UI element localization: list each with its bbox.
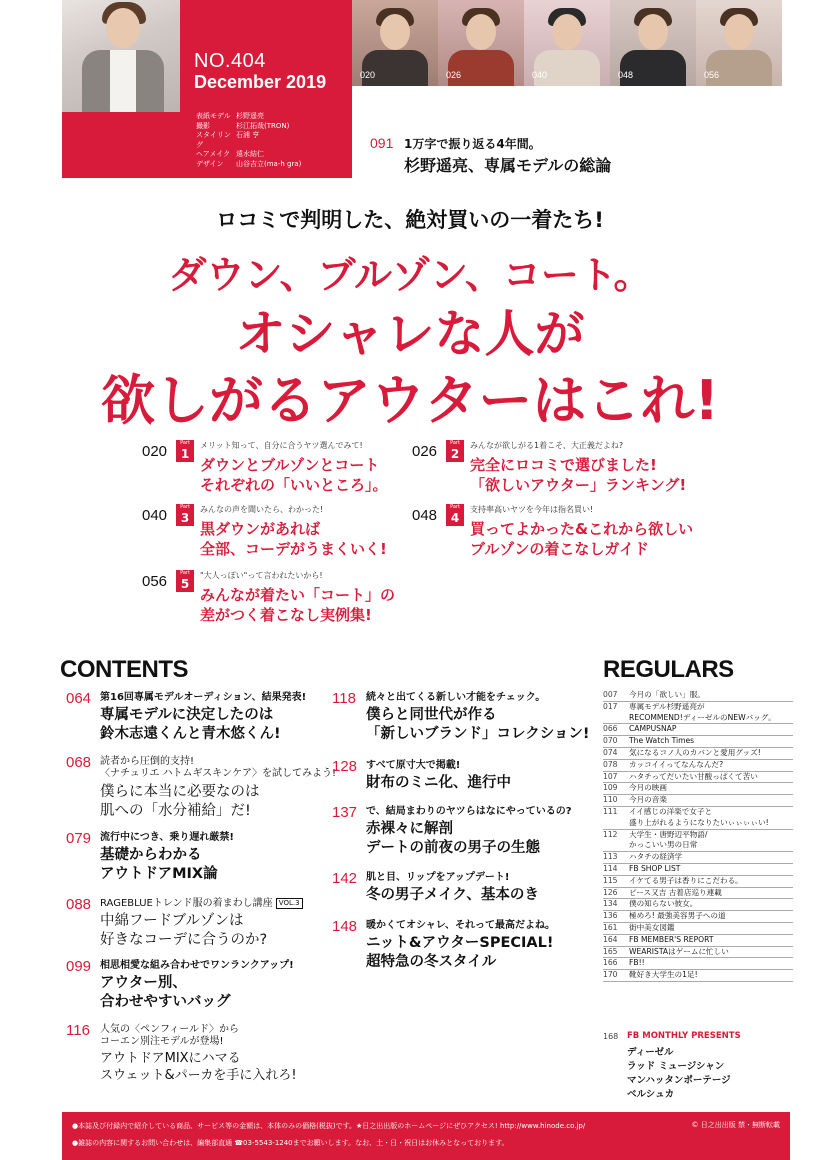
headline-line-3: 欲しがるアウターはこれ!	[100, 369, 720, 432]
regular-item[interactable]: 111 イイ感じの洋楽で女子と	[603, 806, 713, 816]
page-number: 148	[332, 918, 358, 935]
entry-title: 僕らと同世代が作る	[366, 707, 497, 723]
regular-item[interactable]: 114 FB SHOP LIST	[603, 864, 793, 876]
entry-subtitle: 〈ナチュリエ ハトムギスキンケア〉を試してみよう!	[100, 768, 336, 779]
entry-title: 合わせやすいバッグ	[100, 994, 231, 1010]
part-badge: Part 1	[176, 440, 194, 462]
regulars-heading: REGULARS	[603, 656, 734, 683]
regular-item[interactable]: かっこいい男の日常	[603, 840, 793, 852]
regulars-list	[603, 690, 793, 982]
part-subtitle: メリット知って、自分に合うヤツ選んでみて!	[200, 441, 363, 450]
entry-title: スウェット&パーカを手に入れろ!	[100, 1068, 297, 1083]
part-thumbnail-strip	[352, 0, 782, 86]
regular-item[interactable]: 110 今月の音楽	[603, 795, 793, 807]
regular-item[interactable]: 112 大学生・唐野辺平物語/	[603, 829, 708, 839]
entry-title: 基礎からわかる	[100, 847, 202, 863]
thumbnail-page: 056	[704, 70, 720, 80]
page-number: 048	[412, 507, 438, 524]
page-number: 116	[66, 1022, 90, 1039]
entry-title: アウトドアMIXにハマる	[100, 1051, 241, 1066]
thumbnail-page: 048	[618, 70, 634, 80]
part-title: 完全にロコミで選びました!	[470, 456, 657, 474]
regular-item[interactable]: 164 FB MEMBER'S REPORT	[603, 935, 793, 947]
credit-row: デザイン 山谷吉立(ma-h gra)	[196, 159, 302, 168]
page-number: 168	[603, 1032, 619, 1041]
thumbnail-photo[interactable]	[696, 0, 782, 86]
regular-item[interactable]: 070 The Watch Times	[603, 736, 793, 748]
part-badge: Part 4	[446, 504, 464, 526]
entry-title: ニット&アウターSPECIAL!	[366, 935, 554, 951]
entry-subtitle: 暖かくてオシャレ、それって最高だよね。	[366, 920, 555, 931]
page-number: 026	[412, 443, 438, 460]
present-item: ラッド ミュージシャン	[627, 1061, 725, 1072]
part-title: それぞれの「いいところ」。	[200, 476, 388, 494]
entry-subtitle: 読者から圧倒的支持!	[100, 756, 195, 767]
thumbnail-photo[interactable]	[610, 0, 696, 86]
vol-badge: VOL.3	[276, 898, 303, 909]
credit-row: 撮影 杉江拓哉(TRON)	[196, 121, 290, 130]
entry-title: 肌への「水分補給」だ!	[100, 803, 251, 819]
page-number: 056	[142, 573, 168, 590]
present-item: マンハッタンポーテージ	[627, 1075, 731, 1086]
regular-item[interactable]: 078 カッコイイってなんなんだ?	[603, 760, 793, 772]
present-item: ディーゼル	[627, 1047, 674, 1058]
part-badge: Part 2	[446, 440, 464, 462]
part-title: 「欲しいアウター」ランキング!	[470, 476, 687, 494]
entry-subtitle: 続々と出てくる新しい才能をチェック。	[366, 692, 546, 703]
cover-credits	[196, 112, 346, 170]
thumbnail-photo[interactable]	[524, 0, 610, 86]
entry-subtitle: 第16回専属モデルオーディション、結果発表!	[100, 692, 307, 703]
headline-line-2: オシャレな人が	[235, 305, 585, 363]
regular-item[interactable]: 017 専属モデル杉野遥亮が	[603, 701, 705, 711]
entry-title: 専属モデルに決定したのは	[100, 707, 274, 723]
contents-heading: CONTENTS	[60, 656, 188, 683]
credit-row: ヘアメイク 遠水結仁	[196, 150, 264, 159]
page-number: 068	[66, 754, 92, 771]
regular-item[interactable]: 136 極めろ! 最強美容男子への道	[603, 911, 793, 923]
present-item: ベルシュカ	[627, 1089, 675, 1100]
page-number: 088	[66, 896, 92, 913]
page-number: 099	[66, 958, 92, 975]
footer-copyright: © 日之出出版 禁・無断転載	[691, 1121, 780, 1129]
thumbnail-page: 026	[446, 70, 462, 80]
part-subtitle: 支持率高いヤツを今年は指名買い!	[470, 505, 594, 514]
page-number: 040	[142, 507, 168, 524]
entry-subtitle: 流行中につき、乗り遅れ厳禁!	[100, 832, 234, 843]
part-badge: Part 3	[176, 504, 194, 526]
entry-title: 鈴木志遠くんと青木悠くん!	[100, 726, 281, 742]
headline-line-1: ダウン、ブルゾン、コート。	[168, 253, 652, 297]
part-title: 買ってよかった&これから欲しい	[470, 520, 694, 538]
entry-title: 僕らに本当に必要なのは	[100, 784, 260, 800]
page-number: 128	[332, 758, 358, 775]
entry-subtitle: RAGEBLUEトレンド服の着まわし講座 VOL.3	[100, 897, 303, 910]
footer-line: ●雑誌の内容に関するお問い合わせは、編集部直通 ☎03-5543-1240までお願いします。なお、土・日・祝日はお休みとなっております。	[72, 1139, 509, 1147]
regular-item[interactable]: 165 WEARISTAはゲームに忙しい	[603, 947, 793, 959]
page-number: 020	[142, 443, 168, 460]
entry-title: アウトドアMIX論	[100, 866, 218, 882]
regular-item[interactable]: RECOMMEND!ディーゼルのNEWバッグ。	[603, 713, 793, 725]
entry-title: 超特急の冬スタイル	[366, 954, 497, 970]
monthly-heading: FB MONTHLY PRESENTS	[627, 1031, 741, 1041]
footer-notice	[62, 1112, 790, 1160]
thumbnail-page: 020	[360, 70, 376, 80]
issue-date: December 2019	[194, 72, 327, 92]
page-number: 091	[370, 135, 394, 151]
thumbnail-photo[interactable]	[352, 0, 438, 86]
part-subtitle: みんなが欲しがる1着こそ、大正義だよね?	[470, 441, 624, 450]
part-title: 全部、コーデがうまくいく!	[200, 540, 387, 558]
cover-photo	[62, 0, 180, 112]
headline-lead: ロコミで判明した、絶対買いの一着たち!	[216, 208, 604, 232]
entry-title: アウター別、	[100, 975, 187, 991]
thumbnail-photo[interactable]	[438, 0, 524, 86]
entry-subtitle: すべて原寸大で掲載!	[366, 760, 461, 771]
page-number: 079	[66, 830, 92, 847]
page-number: 064	[66, 690, 92, 707]
regular-item[interactable]: 107 ハタチってだいたい甘酸っぱくて苦い	[603, 772, 793, 784]
entry-title: デートの前夜の男子の生態	[366, 840, 540, 856]
regular-item[interactable]: 066 CAMPUSNAP	[603, 724, 793, 736]
regular-item[interactable]: 109 今月の映画	[603, 783, 793, 795]
entry-subtitle: 人気の〈ペンフィールド〉から	[100, 1024, 239, 1035]
entry-subtitle: 相思相愛な組み合わせでワンランクアップ!	[100, 960, 294, 971]
entry-title: 「新しいブランド」コレクション!	[366, 726, 590, 742]
part-subtitle: みんなの声を聞いたら、わかった!	[200, 505, 324, 514]
page-number: 137	[332, 804, 358, 821]
footer-line: ●本誌及び付録内で紹介している商品、サービス等の金額は、本体のみの価格(税抜)です。★日之出出版のホームページにぜひアクセス! http://www.hinode.co.jp/	[72, 1122, 586, 1130]
regular-item[interactable]: 166 FB!!	[603, 958, 793, 970]
part-subtitle: "大人っぽい"って言われたいから!	[200, 571, 323, 580]
regular-item[interactable]: 007 今月の「欲しい」服。	[603, 690, 793, 702]
part-title: 差がつく着こなし実例集!	[200, 606, 372, 624]
regular-item[interactable]: 盛り上がれるようになりたいぃぃぃぃい!	[603, 818, 793, 830]
page-number: 118	[332, 690, 356, 707]
entry-title: 好きなコーデに合うのか?	[100, 932, 268, 948]
entry-title: 赤裸々に解剖	[366, 821, 453, 837]
part-badge: Part 5	[176, 570, 194, 592]
regular-item[interactable]: 113 ハタチの経済学	[603, 852, 793, 864]
part-title: ダウンとブルゾンとコート	[200, 456, 380, 474]
entry-subtitle: コーエン別注モデルが登場!	[100, 1036, 224, 1047]
regular-item[interactable]: 126 ピース又吉 古着店巡り連載	[603, 888, 793, 900]
entry-title: 冬の男子メイク、基本のき	[366, 887, 539, 903]
thumbnail-page: 040	[532, 70, 548, 80]
entry-title: 中綿フードブルゾンは	[100, 913, 244, 929]
credit-row: スタイリング 石浦 亨	[196, 131, 260, 149]
credit-row: 表紙モデル 杉野遥亮	[196, 112, 264, 120]
part-title: みんなが着たい「コート」の	[200, 586, 396, 604]
regular-item[interactable]: 115 イケてる男子は香りにこだわる。	[603, 876, 793, 888]
regular-item[interactable]: 161 街中美女図鑑	[603, 923, 793, 935]
regular-item[interactable]: 170 靴好き大学生の1足!	[603, 970, 793, 982]
entry-subtitle: で、結局まわりのヤツらはなにやっているの?	[366, 806, 572, 817]
regular-item[interactable]: 074 気になるコノ人のカバンと愛用グッズ!	[603, 748, 793, 760]
part-title: 黒ダウンがあれば	[200, 520, 321, 538]
part-title: ブルゾンの着こなしガイド	[470, 540, 649, 558]
feature-title: 杉野遥亮、専属モデルの総論	[404, 156, 612, 175]
issue-number: NO.404	[194, 50, 266, 72]
regular-item[interactable]: 134 僕の知らない彼女。	[603, 899, 793, 911]
feature-subtitle: 1万字で振り返る4年間。	[404, 137, 541, 151]
entry-title: 財布のミニ化、進行中	[366, 775, 511, 791]
entry-subtitle: 肌と目、リップをアップデート!	[366, 872, 510, 883]
page-number: 142	[332, 870, 358, 887]
